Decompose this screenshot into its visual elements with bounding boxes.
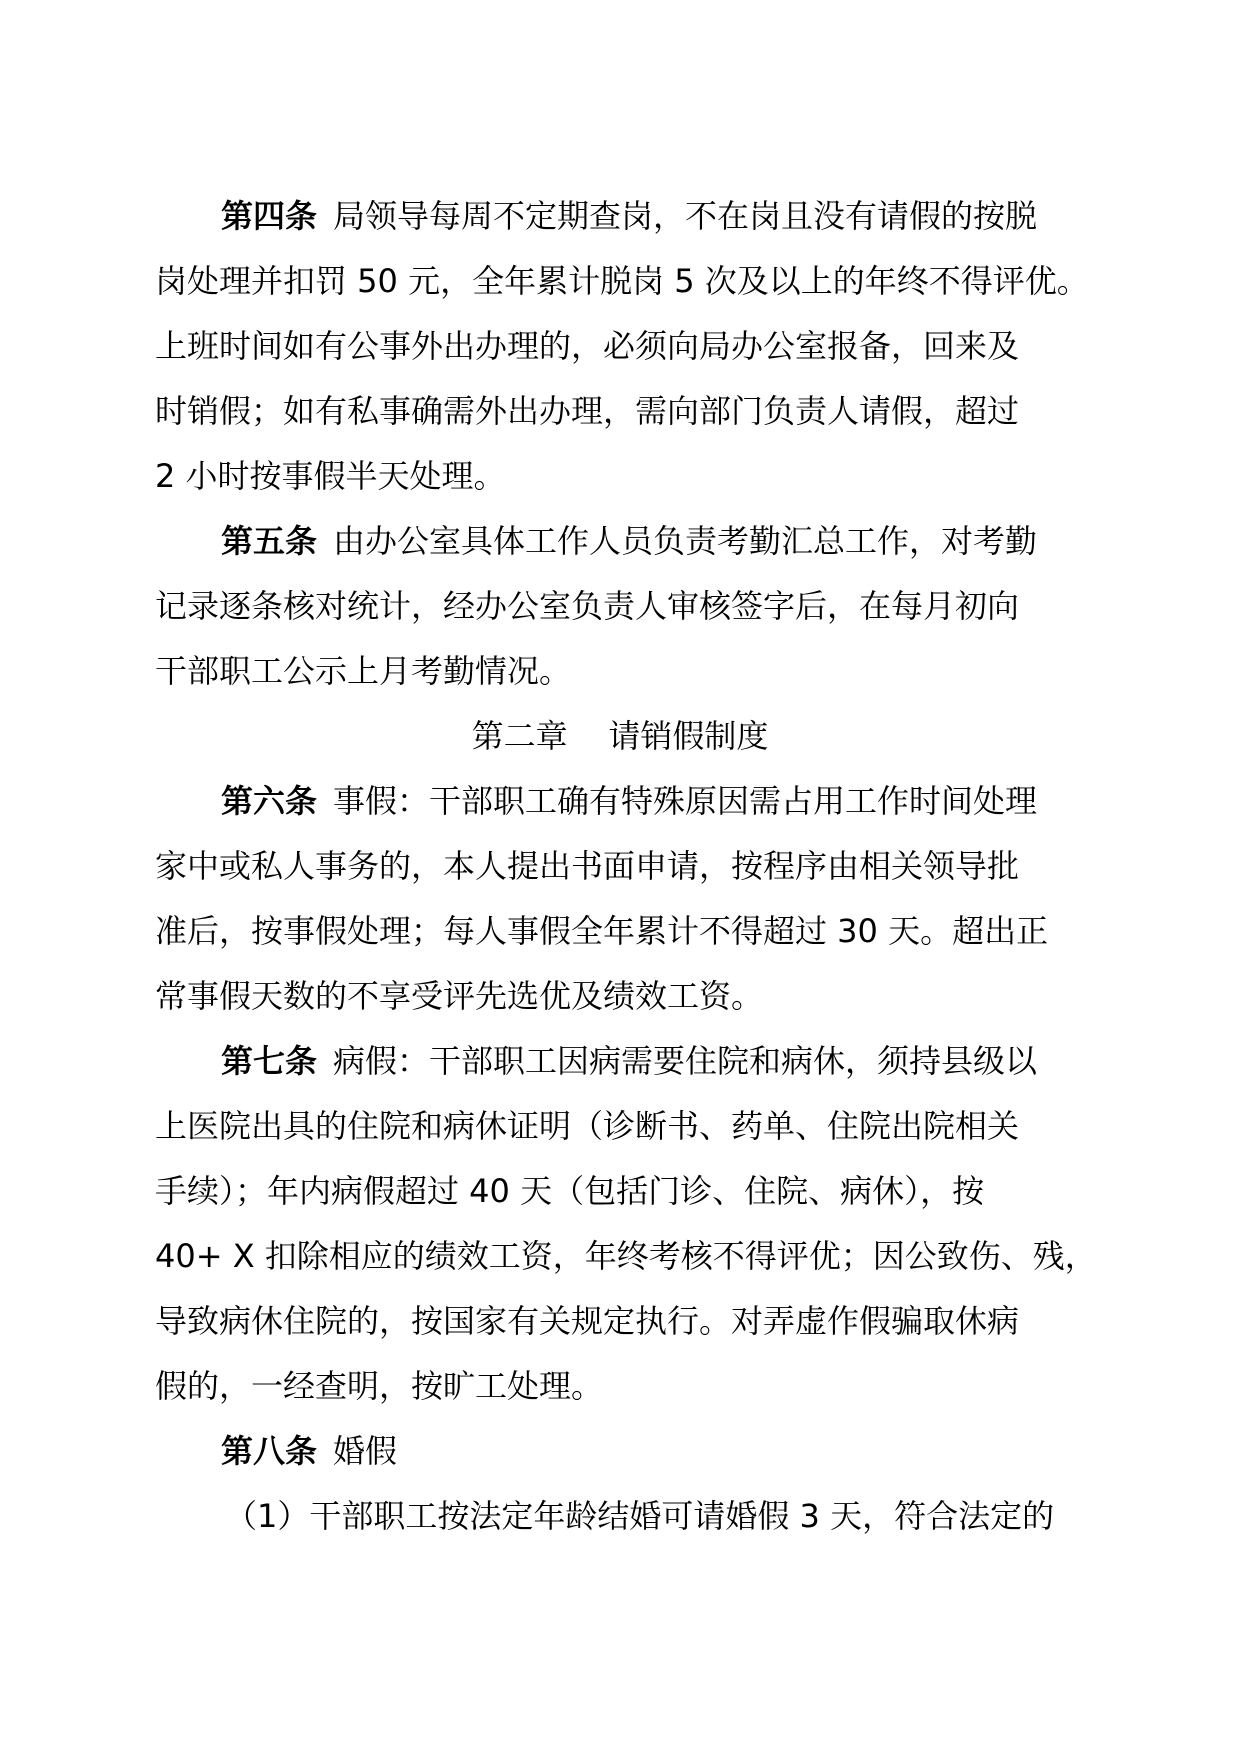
chapter-heading: 第二章 请销假制度: [471, 717, 769, 755]
article-text: 由办公室具体工作人员负责考勤汇总工作，对考勤: [333, 522, 1038, 560]
list-item-1: （1）干部职工按法定年龄结婚可请婚假 3 天，符合法定的: [225, 1497, 1055, 1535]
article-4-line-5: 2 小时按事假半天处理。: [155, 457, 506, 495]
article-6-line-2: 家中或私人事务的，本人提出书面申请，按程序由相关领导批: [155, 847, 1020, 885]
article-8-line-1: [155, 1419, 1085, 1484]
article-label: 第七条: [221, 1042, 318, 1080]
article-text: 局领导每周不定期查岗，不在岗且没有请假的按脱: [333, 197, 1038, 235]
article-6-line-4: 常事假天数的不享受评先选优及绩效工资。: [155, 977, 764, 1015]
article-text: 病假：干部职工因病需要住院和病休，须持县级以: [333, 1042, 1038, 1080]
document-body: [155, 184, 1097, 1549]
article-5-line-2: 记录逐条核对统计，经办公室负责人审核签字后，在每月初向: [155, 587, 1020, 625]
article-6-line-1: [155, 769, 1085, 834]
article-4-line-2: 岗处理并扣罚 50 元，全年累计脱岗 5 次及以上的年终不得评优。: [155, 262, 1089, 300]
article-4-line-3: 上班时间如有公事外出办理的，必须向局办公室报备，回来及: [155, 327, 1020, 365]
article-7-line-1: [155, 1029, 1085, 1094]
article-5-line-1: [155, 509, 1085, 574]
article-label: 第六条: [221, 782, 318, 820]
article-4-line-1: [155, 184, 1085, 249]
article-7-line-4: 40+ X 扣除相应的绩效工资，年终考核不得评优；因公致伤、残，: [155, 1237, 1097, 1275]
article-text: 婚假: [333, 1432, 398, 1470]
article-5-line-3: 干部职工公示上月考勤情况。: [155, 652, 572, 690]
article-6-line-3: 准后，按事假处理；每人事假全年累计不得超过 30 天。超出正: [155, 912, 1049, 950]
article-7-line-2: 上医院出具的住院和病休证明（诊断书、药单、住院出院相关: [155, 1107, 1020, 1145]
article-7-line-6: 假的，一经查明，按旷工处理。: [155, 1367, 604, 1405]
article-text: 事假：干部职工确有特殊原因需占用工作时间处理: [333, 782, 1038, 820]
article-label: 第五条: [221, 522, 318, 560]
article-label: 第八条: [221, 1432, 318, 1470]
article-7-line-5: 导致病休住院的，按国家有关规定执行。对弄虚作假骗取休病: [155, 1302, 1020, 1340]
article-4-line-4: 时销假；如有私事确需外出办理，需向部门负责人请假，超过: [155, 392, 1020, 430]
article-7-line-3: 手续）；年内病假超过 40 天（包括门诊、住院、病休），按: [155, 1172, 985, 1210]
article-label: 第四条: [221, 197, 318, 235]
